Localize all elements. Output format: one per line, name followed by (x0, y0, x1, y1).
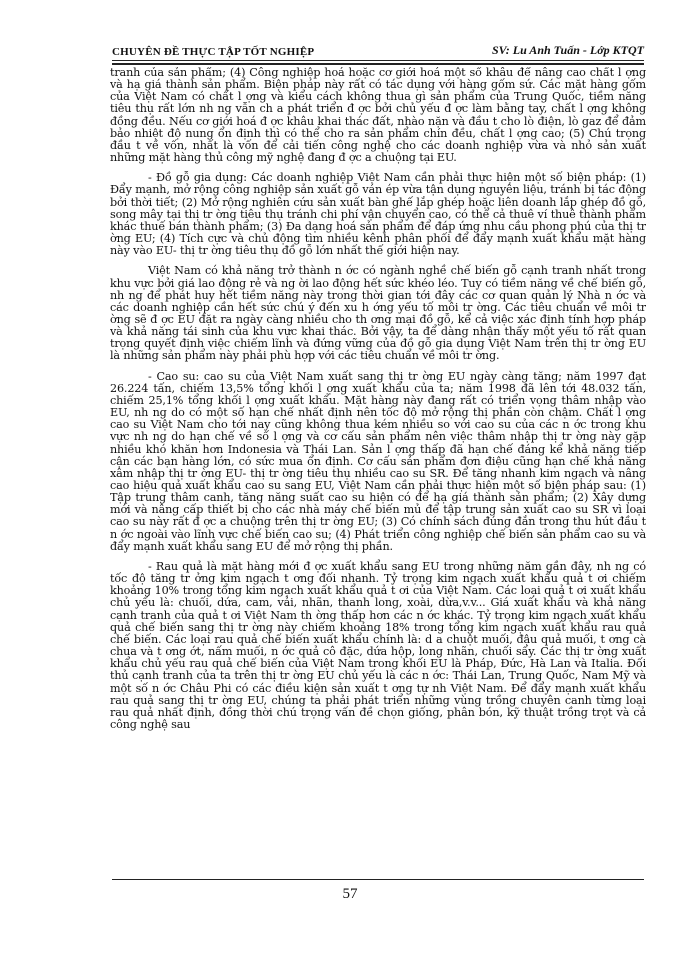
document-body (110, 67, 646, 873)
page-number: 57 (342, 886, 358, 902)
paragraph-2: - Đồ gỗ gia dụng: Các doanh nghiệp Việt Nam cần phải thực hiện một số biện pháp: (1) Đẩy mạnh, mở rộng công nghiệp sản xuất gỗ ván ép vừa tận dụng nguyên liệu, tránh bị tác động bởi thời tiết; (2) Mở rộng nghiên cứu sản xuất bàn ghế lắp ghép hoặc liên doanh lắp ghép đồ gỗ, song mây tại thị tr ờng tiêu thụ tránh chi phí vận chuyển cao, có thể cả thuê ví thuê thành phẩm khác thuế bán thành phẩm; (3) Đa dạng hoá sản phẩm để đáp ứng nhu cầu phong phú của thị tr ờng EU; (4) Tích cực và chủ động tìm nhiều kênh phân phối để đẩy mạnh xuất khẩu mặt hàng này vào EU- thị tr ờng tiêu thụ đồ gỗ lớn nhất thế giới hiện nay. (110, 171, 646, 258)
header-rule-thick (112, 63, 644, 65)
page-header (112, 38, 644, 58)
footer-rule (112, 879, 644, 880)
paragraph-4: - Cao su: cao su của Việt Nam xuất sang thị tr ờng EU ngày càng tăng; năm 1997 đạt 26.224 tấn, chiếm 13,5% tổng khối l ợng xuất khẩu của ta; năm 1998 đã lên tới 48.032 tấn, chiếm 25,1% tổng khối l ợng xuất khẩu. Mặt hàng này đang rất có triển vọng thâm nhập vào EU, nh ng do có một số hạn chế nhất định nên tốc độ mở rộng thị phần còn chậm. Chất l ợng cao su Việt Nam cho tới nay cũng không thua kém nhiều so với cao su của các n ớc trong khu vực nh ng do hạn chế về số l ợng và cơ cấu sản phẩm nên việc thâm nhập thị tr ờng này gặp nhiều khó khăn hơn Indonesia và Thái Lan. Sản l ợng thấp đã hạn chế đáng kể khả năng tiếp cận các bạn hàng lớn, có sức mua ổn định. Cơ cấu sản phẩm đơn điệu cũng hạn chế khả năng xâm nhập thị tr ờng EU- thị tr ờng tiêu thụ nhiều cao su SR. Để tăng nhanh kim ngạch và nâng cao hiệu quả xuất khẩu cao su sang EU, Việt Nam cần phải thực hiện một số biện pháp sau: (1) Tập trung thâm canh, tăng năng suất cao su hiện có để hạ giá thành sản phẩm; (2) Xây dựng mới và nâng cấp thiết bị cho các nhà máy chế biến mủ để tập trung sản xuất cao su SR vì loại cao su này rất đ ợc a chuộng trên thị tr ờng EU; (3) Có chính sách đúng đắn trong thu hút đầu t n ớc ngoài vào lĩnh vực chế biến cao su; (4) Phát triển công nghiệp chế biến sản phẩm cao su và đẩy mạnh xuất khẩu sang EU để mở rộng thị phần. (110, 369, 646, 553)
paragraph-1: tranh của sản phẩm; (4) Công nghiệp hoá hoặc cơ giới hoá một số khâu để nâng cao chất l ợng và hạ giá thành sản phẩm. Biện pháp này rất có tác dụng với hàng gốm sứ. Các mặt hàng gốm của Việt Nam có chất l ợng và kiểu cách không thua gì sản phẩm của Trung Quốc, tiềm năng tiêu thụ rất lớn nh ng vẫn ch a phát triển đ ợc bởi chủ yếu đ ợc làm bằng tay, chất l ợng không đồng đều. Nếu cơ giới hoá đ ợc khâu khai thác đất, nhào nặn và đầu t cho lò điện, lò gaz để đảm bảo nhiệt độ nung ổn định thì có thể cho ra sản phẩm chín đều, chất l ợng cao; (5) Chú trọng đầu t về vốn, nhất là vốn để cải tiến công nghệ cho các doanh nghiệp vừa và nhỏ sản xuất những mặt hàng thủ công mỹ nghệ đang đ ợc a chuộng tại EU. (110, 67, 646, 165)
paragraph-5: - Rau quả là mặt hàng mới đ ợc xuất khẩu sang EU trong những năm gần đây, nh ng có tốc độ tăng tr ởng kim ngạch t ơng đối nhanh. Tỷ trọng kim ngạch xuất khẩu quả t ơi chiếm khoảng 10% trong tổng kim ngạch xuất khẩu quả t ơi của Việt Nam. Các loại quả t ơi xuất khẩu chủ yếu là: chuối, dứa, cam, vải, nhãn, thanh long, xoài, dừa,v.v... Giá xuất khẩu và khả năng cạnh tranh của quả t ơi Việt Nam th ờng thấp hơn các n ớc khác. Tỷ trọng kim ngạch xuất khẩu quả chế biến sang thị tr ờng này chiếm khoảng 18% trong tổng kim ngạch xuất khẩu rau quả chế biến. Các loại rau quả chế biến xuất khẩu chính là: d a chuột muối, đậu quả muối, t ơng cà chua và t ơng ớt, nấm muối, n ớc quả cô đặc, dứa hộp, long nhãn, chuối sấy. Các thị tr ờng xuất khẩu chủ yếu rau quả chế biến của Việt Nam trong khối EU là Pháp, Đức, Hà Lan và Italia. Đối thủ cạnh tranh của ta trên thị tr ờng EU chủ yếu là các n ớc: Thái Lan, Trung Quốc, Nam Mỹ và một số n ớc Châu Phi có các điều kiện sản xuất t ơng tự nh Việt Nam. Để đẩy mạnh xuất khẩu rau quả sang thị tr ờng EU, chúng ta phải phát triển những vùng trồng chuyên canh từng loại rau quả nhất định, đồng thời chú trọng vấn đề chọn giống, phân bón, kỹ thuật trồng trọt và cả công nghệ sau (110, 559, 646, 731)
header-author: SV: Lu Anh Tuấn - Lớp KTQT (491, 43, 644, 57)
paragraph-3: Việt Nam có khả năng trở thành n ớc có ngành nghề chế biến gỗ cạnh tranh nhất trong khu vực bởi giá lao động rẻ và ng ời lao động hết sức khéo léo. Tuy có tiềm năng về chế biến gỗ, nh ng để phát huy hết tiềm năng này trong thời gian tới đây các cơ quan quản lý Nhà n ớc và các doanh nghiệp cần hết sức chú ý đến xu h ớng yếu tố môi tr ờng. Các tiêu chuẩn về môi tr ờng sẽ đ ợc EU đặt ra ngày càng nhiều cho th ơng mại đồ gỗ, kể cả việc xác định tính hợp pháp và khả năng tái sinh của khu vực khai thác. Bởi vậy, ta để dàng nhận thấy một yếu tố rất quan trọng quyết định việc chiếm lĩnh và đứng vững của đồ gỗ gia dụng Việt Nam trên thị tr ờng EU là những sản phẩm này phải phù hợp với các tiêu chuẩn về môi tr ờng. (110, 264, 646, 363)
header-rule-thin (112, 60, 644, 61)
header-title: CHUYÊN ĐỀ THỰC TẬP TỐT NGHIỆP (112, 46, 315, 58)
